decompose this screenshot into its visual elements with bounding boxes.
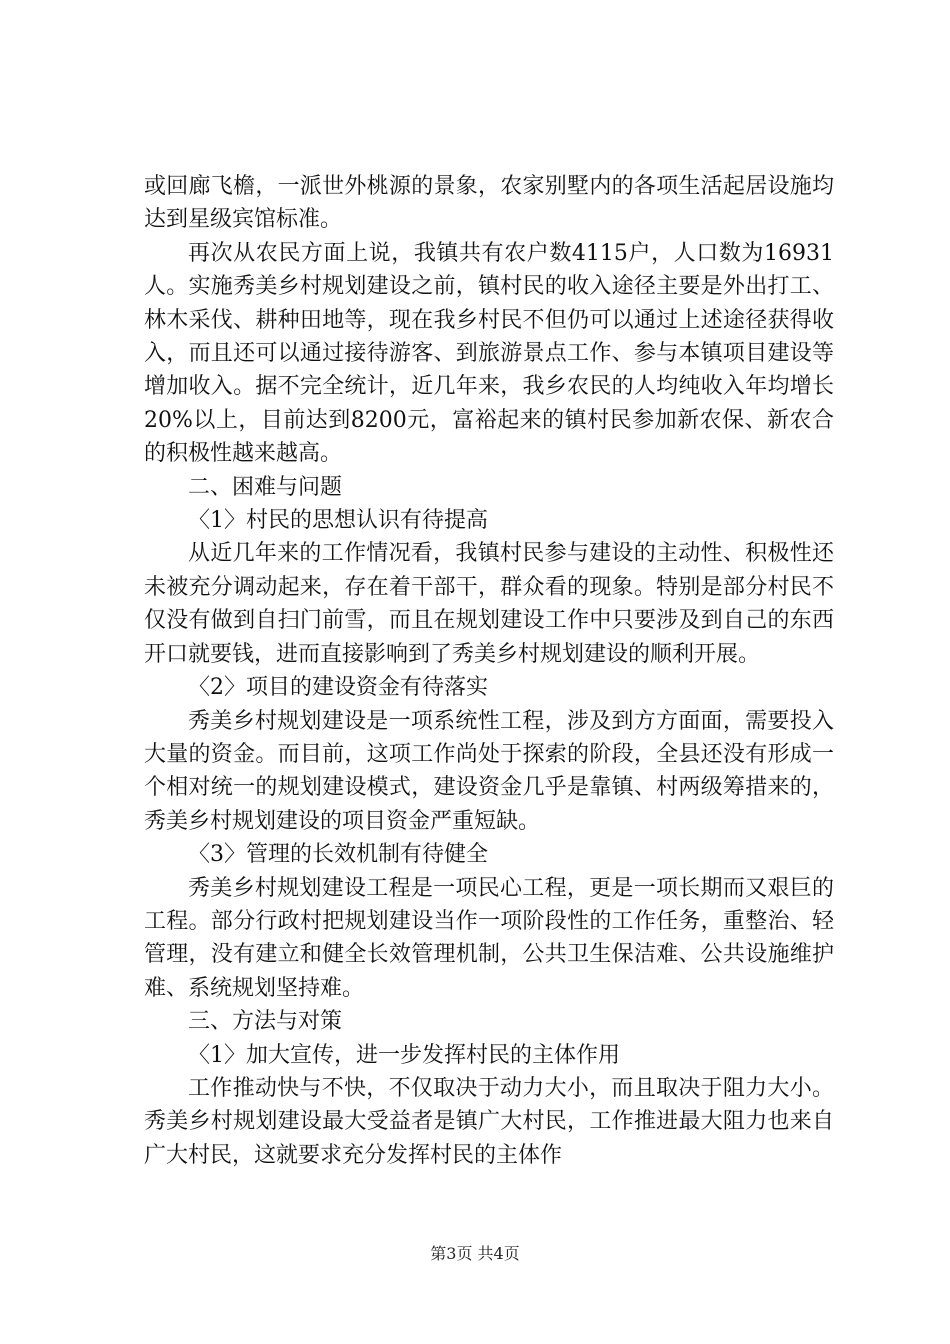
paragraph: 秀美乡村规划建设工程是一项民心工程，更是一项长期而又艰巨的工程。部分行政村把规划建设当作一项阶段性的工作任务，重整治、轻管理，没有建立和健全长效管理机制，公共卫生保洁难、公共设施维护难、系统规划坚持难。: [144, 875, 834, 1001]
paragraph: 再次从农民方面上说，我镇共有农户数4115户，人口数为16931人。实施秀美乡村规划建设之前，镇村民的收入途径主要是外出打工、林木采伐、耕种田地等，现在我乡村民不但仍可以通过上述途径获得收入，而且还可以通过接待游客、到旅游景点工作、参与本镇项目建设等增加收入。据不完全统计，近几年来，我乡农民的人均纯收入年均增长20%以上，目前达到8200元，富裕起来的镇村民参加新农保、新农合的积极性越来越高。: [144, 240, 834, 467]
paragraph: 从近几年来的工作情况看，我镇村民参与建设的主动性、积极性还未被充分调动起来，存在着干部干，群众看的现象。特别是部分村民不仅没有做到自扫门前雪，而且在规划建设工作中只要涉及到自己的东西开口就要钱，进而直接影响到了秀美乡村规划建设的顺利开展。: [144, 541, 834, 667]
section-heading: 二、困难与问题: [188, 474, 343, 500]
document-body: [144, 170, 834, 1172]
subsection-heading: 〈2〉项目的建设资金有待落实: [188, 675, 488, 701]
section-heading: 三、方法与对策: [188, 1009, 343, 1035]
subsection-heading: 〈1〉村民的思想认识有待提高: [188, 508, 488, 534]
paragraph: 秀美乡村规划建设是一项系统性工程，涉及到方方面面，需要投入大量的资金。而目前，这项工作尚处于探索的阶段，全县还没有形成一个相对统一的规划建设模式，建设资金几乎是靠镇、村两级筹措来的，秀美乡村规划建设的项目资金严重短缺。: [144, 708, 834, 834]
paragraph: 或回廊飞檐，一派世外桃源的景象，农家别墅内的各项生活起居设施均达到星级宾馆标准。: [144, 174, 834, 233]
subsection-heading: 〈1〉加大宣传，进一步发挥村民的主体作用: [188, 1042, 620, 1068]
paragraph: 工作推动快与不快，不仅取决于动力大小，而且取决于阻力大小。秀美乡村规划建设最大受益者是镇广大村民，工作推进最大阻力也来自广大村民，这就要求充分发挥村民的主体作: [144, 1075, 834, 1168]
page-number-footer: 第3页 共4页: [430, 1244, 520, 1263]
subsection-heading: 〈3〉管理的长效机制有待健全: [188, 842, 488, 868]
